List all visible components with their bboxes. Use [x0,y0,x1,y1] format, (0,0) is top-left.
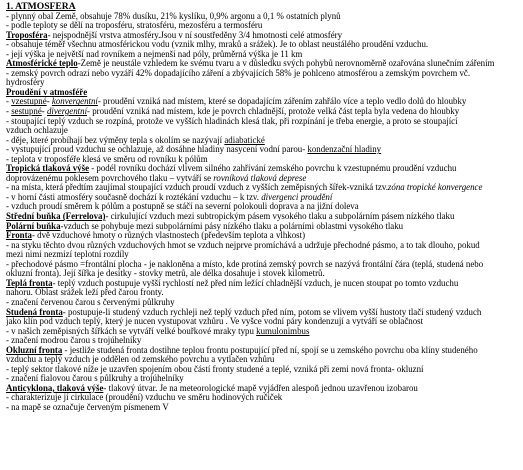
section-term: Fronta [6,231,32,241]
section-term: Studená fronta [6,307,63,317]
text-line [6,279,523,289]
text-line [6,31,523,41]
text-line [6,212,523,222]
text-line [6,183,523,193]
section-term: Okluzní fronta [6,345,63,355]
text-line [6,69,523,79]
text-segment: - děje, které probíhají bez výměny tepla s okolím se nazývají [6,135,225,145]
text-line [6,346,523,356]
text-segment: -Země je neustále vzhledem ke svému tvaru a v důsledku svých pohybů nerovnoměrně ozařována slunečním zářením [77,59,495,69]
text-segment: - charakterizuje jí cirkulace (proudění) vzduchu ve směru hodinových ručiček [6,393,283,403]
text-line [6,222,523,232]
text-segment: kondenzační hladiny [307,145,382,155]
text-segment: - značení fialovou čarou s půlkruhy a trojúhelníky [6,374,184,384]
text-segment: - jestliže studená fronta dostihne teplou frontu postupující před ní, spojí se u zemského povrchu oba klíny studeného [62,345,478,355]
text-segment: - [41,107,47,117]
text-segment: - na styku těchto dvou různých vzduchových hmot se vzduch nejprve promíchává a udržuje přechodné pásmo, a to tak dlouho, pokud [6,240,480,250]
text-line [6,97,523,107]
text-segment: - podél rovníku dochází vlivem silného zahřívání zemského povrchu k vzestupnému proudění vzduchu [89,164,457,174]
section-term: Polární buňka [6,221,61,231]
text-segment: mezi nimi nezmizí teplotní rozdíly [6,250,129,260]
text-segment: - značení modrou čarou s trojúhelníky [6,336,142,346]
section-term: 1. ATMOSFÉRA [6,2,76,12]
text-line [6,269,523,279]
text-segment: - dvě vzduchové hmoty o různých vlastnostech (především teplota a vlhkost) [31,231,306,241]
text-line [6,327,523,337]
text-line [6,78,523,88]
text-line [6,145,523,155]
text-segment: - vystupující proud vzduchu se ochlazuje, až dosáhne hladiny nasycení vodní parou- [6,145,308,155]
text-segment: - v našich zeměpisných šířkách se vytváří velké bouřkové mraky typu [6,326,257,336]
text-line [6,317,523,327]
text-line [6,50,523,60]
text-segment: - teplota v troposféře klesá ve směru od rovníku k pólům [6,154,208,164]
text-segment: - podle teploty se dělí na troposféru, stratosféru, mezosféru a termosféru [6,21,263,31]
section-term: Teplá fronta [6,278,53,288]
text-line [6,260,523,270]
text-segment: nahoru. Oblast srážek leží před čarou fronty. [6,288,164,298]
text-line [6,288,523,298]
text-segment: - [6,97,12,107]
text-line [6,117,523,127]
text-line [6,374,523,384]
text-line [6,355,523,365]
text-line [6,107,523,117]
text-segment: adiabatické [224,135,265,145]
text-line [6,136,523,146]
text-segment: - na místa, která předtím zaujímal stoupající vzduch proudí vzduch z vyšších zeměpisných šířek-vzniká tzv. [6,183,388,193]
text-segment: vzduchu a teplý vzduch je oddělen od zemského povrchu a vytlačen vzhůru [6,355,275,365]
section-term: Atmosférické teplo [6,59,78,69]
section-term: Tropická tlaková výše [6,164,90,174]
text-line [6,403,523,413]
text-segment: - obsahuje téměř všechnu atmosférickou vodu (vznik mlhy, mraků a srážek). Je to oblast neustálého proudění vzduchu. [6,40,429,50]
text-line [6,12,523,22]
text-line [6,155,523,165]
text-line [6,193,523,203]
text-segment: - v horní části atmosféry současně dochází k roztékání vzduchu – k tzv. [6,192,262,202]
text-segment: - stoupající teplý vzduch se rozpíná, protože ve vyšších hladinách klesá tlak, při rozpínání je třeba energie, a proto se stoupající [6,116,458,126]
document-heading [6,2,523,12]
text-segment: - zemský povrch odrazí nebo vyzáří 42% dopadajícího záření a zbývajících 58% je pohlceno atmosférou a zemským povrchem vč. [6,68,471,78]
section-term: Anticyklona, tlaková výše [6,383,104,393]
text-segment: - proudění vzniká nad místem, které se dopadajícím zářením zahřálo více a teplo vedlo dolů do hloubky [97,97,467,107]
text-line [6,250,523,260]
text-segment: rovníková tlaková deprese [213,173,307,183]
text-segment: - tlakový útvar. Je na meteorologické mapě vyjádřen alespoň jednou uzavřenou izobarou [103,383,418,393]
section-term: Proudění v atmosféře [6,87,88,97]
text-segment: - nejspodnější vrstva atmosféry.Jsou v ní soustředěny 3/4 hmotnosti celé atmosféry [47,30,343,40]
text-segment: zóna tropické konvergence [387,183,483,193]
text-segment: divergenci proudění [261,192,333,202]
text-segment: - postupuje-li studený vzduch rychleji než teplý vzduch před ním, potom se vlivem vyšší hustoty tlačí studený vzduch [62,307,482,317]
text-line [6,202,523,212]
text-segment: sestupné [11,107,42,117]
text-segment: kumulonimbus [256,326,310,336]
text-line [6,308,523,318]
text-segment: - cirkulující vzduch mezi subtropickým pásem vysokého tlaku a subpolárním pásem nízkého tlaku [105,212,455,222]
text-segment: hydrosféry [6,78,45,88]
text-segment: - [46,97,52,107]
text-line [6,298,523,308]
text-segment: jako klín pod vzduch teplý, který je nucen vystupovat vzhůru . Ve vyšce vodní páry kondenzují a vytváří se oblačnost [6,317,424,327]
section-term: Troposféra [6,30,48,40]
text-segment: - na mapě se označuje červeným písmenem V [6,402,169,412]
text-segment: konvergentní [51,97,98,107]
text-line [6,88,523,98]
text-segment: - vzduch proudí směrem k pólům a postupně se stáčí na severní polokouli doprava a na jižní doleva [6,202,359,212]
text-line [6,393,523,403]
text-segment: doprovázenému poklesem povrchového tlaku – vytváří se [6,173,214,183]
text-segment: - značení červenou čarou s červenými půlkruhy [6,297,175,307]
section-term: Střední buňka (Ferrelova) [6,212,106,222]
text-segment: divergentní [46,107,88,117]
text-segment: vzduch ochlazuje [6,126,68,136]
text-line [6,336,523,346]
text-segment: - [6,107,12,117]
text-line [6,40,523,50]
text-segment: -vzduch se pohybuje mezi subpolárními pásy nízkého tlaku a polárními oblastmi vysokého tlaku [60,221,404,231]
text-line [6,126,523,136]
text-line [6,231,523,241]
text-segment: - plynný obal Země, obsahuje 78% dusíku, 21% kyslíku, 0,9% argonu a 0,1 % ostatních plynů [6,11,341,21]
text-line [6,59,523,69]
text-line [6,164,523,174]
text-segment: - její výška je největší nad rovníkem a nejmenší nad póly, průměrná výška je 11 km [6,49,303,59]
text-segment: - přechodové pásmo =frontální plocha - je nakloněna a místo, kde protíná zemský povrch se nazývá frontální čára (teplá, studená nebo [6,259,484,269]
text-line [6,365,523,375]
text-segment: - teplý sektor tlakové níže je uzavřen spojením obou částí fronty studené a teplé, vzniká při zemi nová fronta- okluzní [6,364,424,374]
text-line [6,384,523,394]
text-segment: - teplý vzduch postupuje vyšší rychlostí než před ním ležící chladnější vzduch, je nucen stoupat po tomto vzduchu [52,278,459,288]
text-line [6,241,523,251]
text-line [6,174,523,184]
text-segment: - proudění vzniká nad místem, kde je povrch chladnější, protože velká část tepla byla vedena do hloubky [87,107,460,117]
text-segment: vzestupné [11,97,47,107]
text-segment: okluzní fronta). Její šířka je desítky - stovky metrů, ale délka dosahuje i stovek kilometrů. [6,269,325,279]
text-line [6,21,523,31]
